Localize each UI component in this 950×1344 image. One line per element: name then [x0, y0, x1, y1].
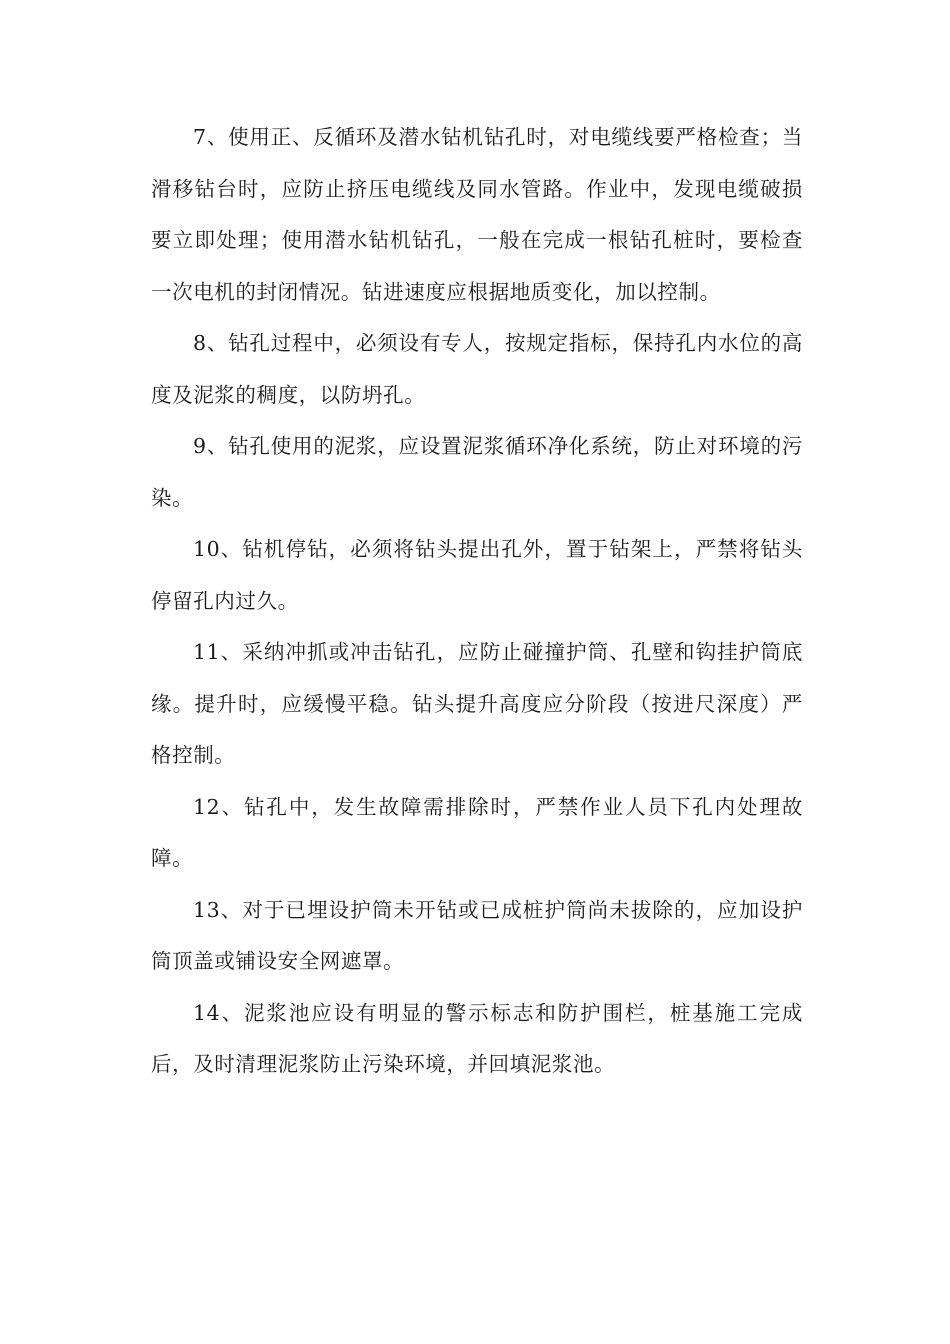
paragraph-item-13: 13、对于已埋设护筒未开钻或已成桩护筒尚未拔除的，应加设护筒顶盖或铺设安全网遮罩。 [151, 897, 803, 973]
paragraph-item-7: 7、使用正、反循环及潜水钻机钻孔时，对电缆线要严格检查；当滑移钻台时，应防止挤压电缆线及同水管路。作业中，发现电缆破损要立即处理；使用潜水钻机钻孔，一般在完成一根钻孔桩时，要检查一次电机的封闭情况。钻进速度应根据地质变化，加以控制。 [151, 125, 803, 304]
paragraph-item-8: 8、钻孔过程中，必须设有专人，按规定指标，保持孔内水位的高度及泥浆的稠度，以防坍孔。 [151, 331, 803, 407]
paragraph-item-10: 10、钻机停钻，必须将钻头提出孔外，置于钻架上，严禁将钻头停留孔内过久。 [151, 537, 803, 613]
paragraph-item-12: 12、钻孔中，发生故障需排除时，严禁作业人员下孔内处理故障。 [151, 794, 803, 870]
paragraph-item-11: 11、采纳冲抓或冲击钻孔，应防止碰撞护筒、孔壁和钩挂护筒底缘。提升时，应缓慢平稳。钻头提升高度应分阶段（按进尺深度）严格控制。 [151, 640, 803, 767]
paragraph-item-9: 9、钻孔使用的泥浆，应设置泥浆循环净化系统，防止对环境的污染。 [151, 434, 803, 510]
document-body [151, 112, 803, 1091]
paragraph-item-14: 14、泥浆池应设有明显的警示标志和防护围栏，桩基施工完成后，及时清理泥浆防止污染环境，并回填泥浆池。 [151, 1000, 803, 1076]
